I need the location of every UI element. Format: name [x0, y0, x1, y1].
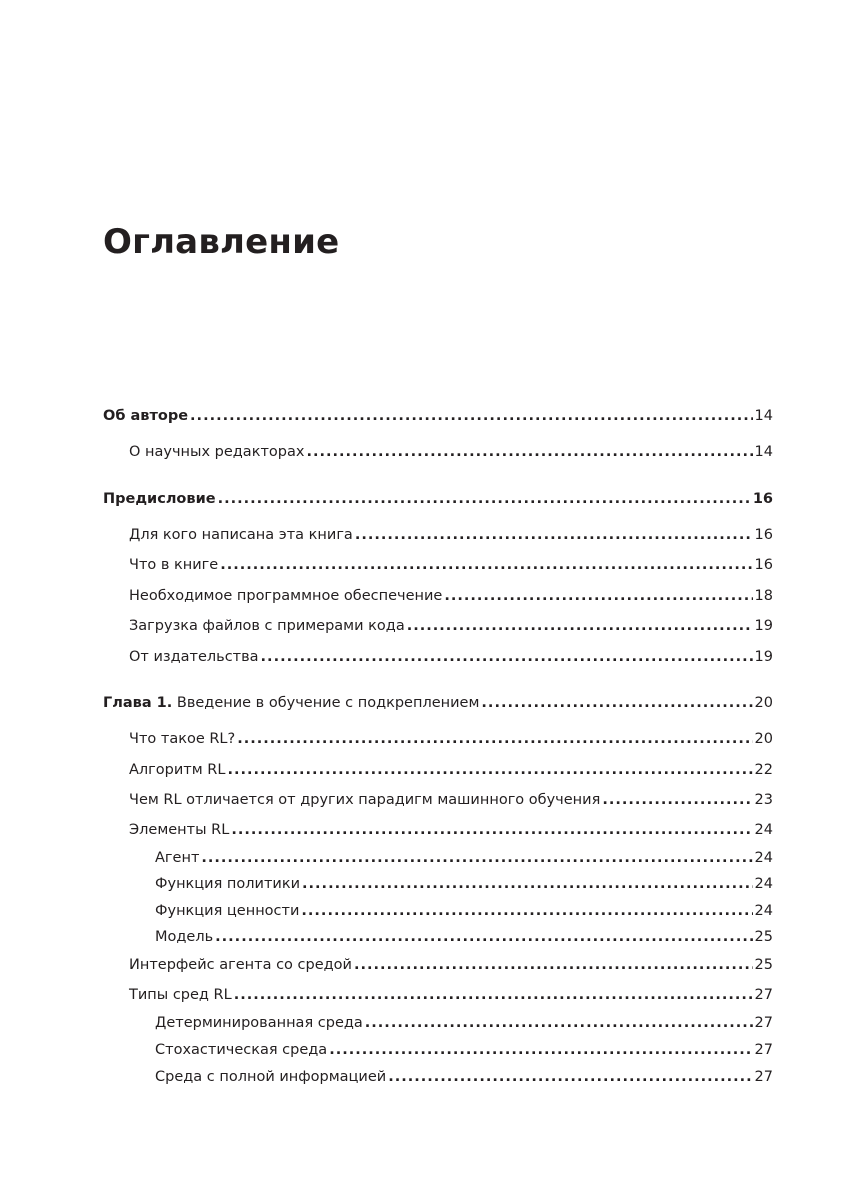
- toc-entry-page: 18: [754, 588, 773, 604]
- toc-entry-page: 22: [754, 762, 773, 778]
- toc-entry-title: Детерминированная среда: [155, 1015, 363, 1031]
- toc-entry-policy-function[interactable]: [155, 874, 773, 894]
- toc-entry-title: Интерфейс агента со средой: [129, 957, 352, 973]
- toc-entry-title: [103, 693, 479, 713]
- toc-entry-page: 27: [754, 1069, 773, 1085]
- toc-entry-page: 20: [754, 695, 773, 711]
- dot-leader: [218, 489, 751, 509]
- dot-leader: [444, 586, 752, 606]
- toc-entry-software[interactable]: [129, 586, 773, 606]
- toc-entry-page: 24: [754, 850, 773, 866]
- page-title: Оглавление: [103, 222, 340, 262]
- dot-leader: [306, 442, 752, 462]
- toc-entry-rl-algorithm[interactable]: [129, 760, 773, 780]
- toc-entry-page: 25: [754, 957, 773, 973]
- toc-entry-title: Для кого написана эта книга: [129, 527, 353, 543]
- dot-leader: [201, 848, 752, 868]
- toc-entry-title: Модель: [155, 929, 214, 945]
- toc-entry-agent-env-interface[interactable]: [129, 955, 773, 975]
- toc-entry-title: Функция политики: [155, 876, 301, 892]
- toc-entry-title: Стохастическая среда: [155, 1042, 328, 1058]
- toc-entry-title: Среда с полной информацией: [155, 1069, 387, 1085]
- toc-entry-stochastic-env[interactable]: [155, 1040, 773, 1060]
- toc-entry-title: Загрузка файлов с примерами кода: [129, 618, 405, 634]
- dot-leader: [481, 693, 752, 713]
- toc-entry-page: 25: [754, 929, 773, 945]
- toc-entry-title: Чем RL отличается от других парадигм машинного обучения: [129, 792, 601, 808]
- dot-leader: [354, 955, 753, 975]
- toc-entry-preface[interactable]: [103, 489, 773, 509]
- toc-entry-page: 20: [754, 731, 773, 747]
- toc-entry-title: Необходимое программное обеспечение: [129, 588, 443, 604]
- toc-entry-chapter-1[interactable]: [103, 693, 773, 713]
- toc-entry-model[interactable]: [155, 927, 773, 947]
- toc-entry-title: Алгоритм RL: [129, 762, 226, 778]
- toc-entry-page: 14: [754, 444, 773, 460]
- toc-entry-page: 27: [754, 1042, 773, 1058]
- toc-entry-title: Элементы RL: [129, 822, 230, 838]
- toc-entry-page: 23: [754, 792, 773, 808]
- toc-entry-page: 16: [754, 557, 773, 573]
- dot-leader: [388, 1067, 752, 1087]
- toc-entry-rl-elements[interactable]: [129, 820, 773, 840]
- dot-leader: [301, 901, 752, 921]
- dot-leader: [365, 1013, 753, 1033]
- toc-entry-title: Об авторе: [103, 408, 189, 424]
- dot-leader: [302, 874, 753, 894]
- toc-entry-title: Функция ценности: [155, 903, 300, 919]
- toc-entry-page: 24: [754, 822, 773, 838]
- toc-entry-title: Что в книге: [129, 557, 219, 573]
- toc-entry-title: От издательства: [129, 649, 259, 665]
- toc-entry-what-is-rl[interactable]: [129, 729, 773, 749]
- dot-leader: [237, 729, 752, 749]
- toc-entry-downloads[interactable]: [129, 616, 773, 636]
- toc-entry-page: 16: [754, 527, 773, 543]
- toc-entry-page: 19: [754, 649, 773, 665]
- toc-entry-page: 24: [754, 876, 773, 892]
- chapter-label: Глава 1.: [103, 695, 173, 711]
- toc-entry-rl-differs[interactable]: [129, 790, 773, 810]
- toc-entry-value-function[interactable]: [155, 901, 773, 921]
- toc-entry-about-author[interactable]: [103, 406, 773, 426]
- toc-entry-editors[interactable]: [129, 442, 773, 462]
- toc-entry-page: 24: [754, 903, 773, 919]
- dot-leader: [355, 525, 753, 545]
- dot-leader: [602, 790, 752, 810]
- toc-entry-title: Что такое RL?: [129, 731, 236, 747]
- toc-entry-page: 16: [752, 491, 773, 507]
- dot-leader: [261, 647, 753, 667]
- toc-entry-for-whom[interactable]: [129, 525, 773, 545]
- toc-entry-publisher[interactable]: [129, 647, 773, 667]
- toc-entry-title: Типы сред RL: [129, 987, 232, 1003]
- toc-entry-page: 27: [754, 987, 773, 1003]
- toc-entry-full-info-env[interactable]: [155, 1067, 773, 1087]
- toc-entry-agent[interactable]: [155, 848, 773, 868]
- toc-entry-deterministic-env[interactable]: [155, 1013, 773, 1033]
- dot-leader: [407, 616, 753, 636]
- toc-entry-title: Агент: [155, 850, 200, 866]
- toc-entry-title: О научных редакторах: [129, 444, 305, 460]
- toc-entry-page: 19: [754, 618, 773, 634]
- toc-entry-whats-inside[interactable]: [129, 555, 773, 575]
- toc-entry-title: Предисловие: [103, 491, 216, 507]
- dot-leader: [234, 985, 753, 1005]
- dot-leader: [227, 760, 752, 780]
- dot-leader: [220, 555, 752, 575]
- toc-entry-page: 27: [754, 1015, 773, 1031]
- dot-leader: [190, 406, 753, 426]
- chapter-title: Введение в обучение с подкреплением: [176, 695, 480, 711]
- dot-leader: [231, 820, 752, 840]
- toc-entry-rl-env-types[interactable]: [129, 985, 773, 1005]
- toc-entry-page: 14: [754, 408, 773, 424]
- dot-leader: [329, 1040, 752, 1060]
- dot-leader: [215, 927, 752, 947]
